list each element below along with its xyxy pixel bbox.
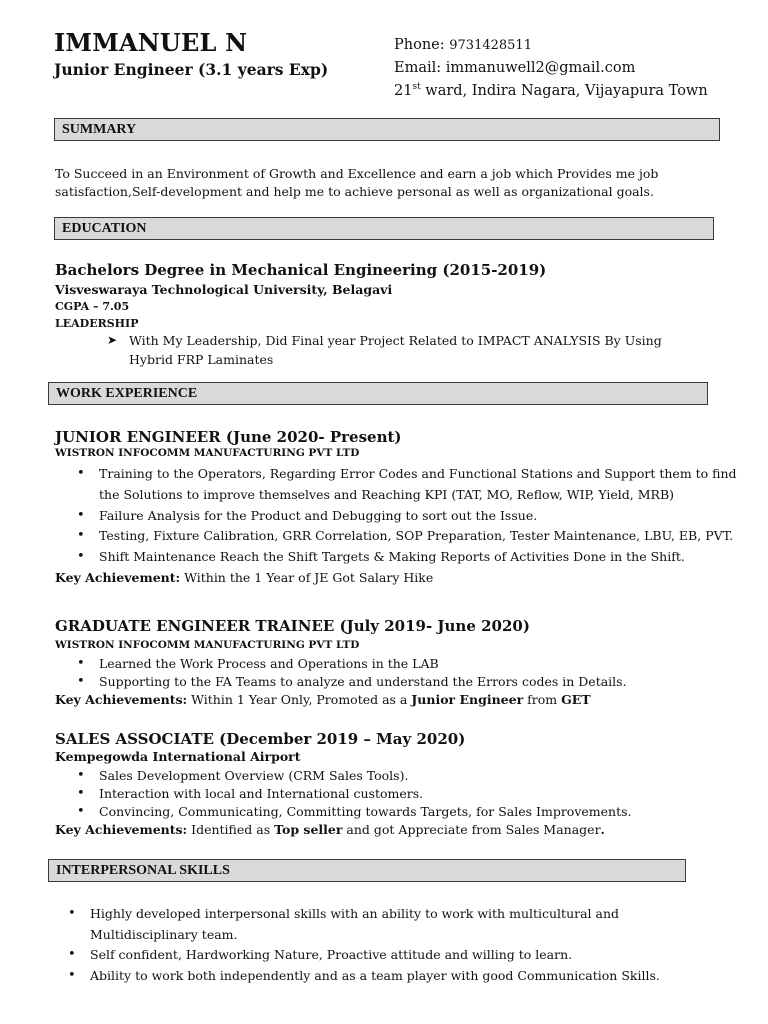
candidate-name: IMMANUEL N xyxy=(54,28,248,57)
list-item: • Interaction with local and International customers. xyxy=(99,786,632,804)
skills-list xyxy=(90,906,660,989)
job-title: SALES ASSOCIATE (December 2019 – May 2020) xyxy=(55,730,466,748)
summary-line-2: satisfaction,Self-development and help me to achieve personal as well as organizational goals. xyxy=(55,184,654,199)
key-achievement-text: and got Appreciate from Sales Manager xyxy=(342,822,601,837)
address-number: 21 xyxy=(394,82,413,99)
candidate-role: Junior Engineer (3.1 years Exp) xyxy=(54,60,329,79)
job-duties-list xyxy=(99,768,632,822)
key-achievement-label: Key Achievements: xyxy=(55,822,188,837)
key-achievement-highlight: Junior Engineer xyxy=(411,692,524,707)
email-line xyxy=(394,60,635,76)
key-achievement xyxy=(55,692,591,707)
list-item-continued: Multidisciplinary team. xyxy=(90,927,238,942)
section-header-work-experience: WORK EXPERIENCE xyxy=(48,382,708,405)
section-header-interpersonal-skills: INTERPERSONAL SKILLS xyxy=(48,859,686,882)
university-name: Visveswaraya Technological University, Belagavi xyxy=(55,282,393,297)
list-item-continued: the Solutions to improve themselves and Reaching KPI (TAT, MO, Reflow, WIP, Yield, MRB) xyxy=(99,487,675,502)
list-item: • Sales Development Overview (CRM Sales Tools). xyxy=(99,768,632,786)
cgpa: CGPA – 7.05 xyxy=(55,300,130,313)
job-company: Kempegowda International Airport xyxy=(55,749,301,764)
email-label: Email: xyxy=(394,60,446,76)
job-title: GRADUATE ENGINEER TRAINEE (July 2019- June 2020) xyxy=(55,617,530,635)
key-achievement-end: . xyxy=(600,822,605,837)
key-achievement-text: Within 1 Year Only, Promoted as a xyxy=(187,692,412,707)
list-item: • Ability to work both independently and as a team player with good Communication Skills. xyxy=(90,968,660,989)
key-achievement-label: Key Achievements: xyxy=(55,692,188,707)
phone-line xyxy=(394,37,532,53)
email-address: immanuwell2@gmail.com xyxy=(445,60,636,76)
summary-line-1: To Succeed in an Environment of Growth and Excellence and earn a job which Provides me job xyxy=(55,166,659,181)
job-company: WISTRON INFOCOMM MANUFACTURING PVT LTD xyxy=(55,639,360,651)
degree-title: Bachelors Degree in Mechanical Engineering (2015-2019) xyxy=(55,261,547,279)
section-header-summary: SUMMARY xyxy=(54,118,720,141)
list-item: • Highly developed interpersonal skills with an ability to work with multicultural and xyxy=(90,906,660,927)
key-achievement-highlight: GET xyxy=(561,692,591,707)
key-achievement-text: Within the 1 Year of JE Got Salary Hike xyxy=(180,570,434,585)
address-text: ward, Indira Nagara, Vijayapura Town xyxy=(420,82,708,99)
key-achievement-highlight: Top seller xyxy=(274,822,343,837)
list-item: • Learned the Work Process and Operations in the LAB xyxy=(99,656,627,674)
job-duties-list xyxy=(99,466,737,570)
list-item: • Convincing, Communicating, Committing towards Targets, for Sales Improvements. xyxy=(99,804,632,822)
leadership-line-1: With My Leadership, Did Final year Project Related to IMPACT ANALYSIS By Using xyxy=(129,333,662,348)
job-title: JUNIOR ENGINEER (June 2020- Present) xyxy=(55,428,402,446)
list-item: • Supporting to the FA Teams to analyze and understand the Errors codes in Details. xyxy=(99,674,627,692)
list-item: • Shift Maintenance Reach the Shift Targets & Making Reports of Activities Done in the Shift. xyxy=(99,549,737,570)
list-item: • Failure Analysis for the Product and Debugging to sort out the Issue. xyxy=(99,508,737,528)
job-company: WISTRON INFOCOMM MANUFACTURING PVT LTD xyxy=(55,447,360,459)
key-achievement xyxy=(55,822,605,837)
phone-number: 9731428511 xyxy=(449,38,532,53)
section-header-education: EDUCATION xyxy=(54,217,714,240)
phone-label: Phone: xyxy=(394,37,450,53)
key-achievement-text: from xyxy=(523,692,562,707)
address-suffix: st xyxy=(412,82,421,92)
leadership-line-2: Hybrid FRP Laminates xyxy=(129,352,274,367)
list-item: • Testing, Fixture Calibration, GRR Correlation, SOP Preparation, Tester Maintenance, LBU, EB, PVT. xyxy=(99,528,737,549)
arrow-bullet-icon: ➤ xyxy=(107,333,118,347)
leadership-label: LEADERSHIP xyxy=(55,317,139,330)
key-achievement-text: Identified as xyxy=(187,822,275,837)
address-line xyxy=(394,82,708,99)
job-duties-list xyxy=(99,656,627,692)
key-achievement xyxy=(55,570,433,585)
list-item: • Self confident, Hardworking Nature, Proactive attitude and willing to learn. xyxy=(90,947,660,968)
key-achievement-label: Key Achievement: xyxy=(55,570,181,585)
list-item: • Training to the Operators, Regarding Error Codes and Functional Stations and Support them to find xyxy=(99,466,737,487)
